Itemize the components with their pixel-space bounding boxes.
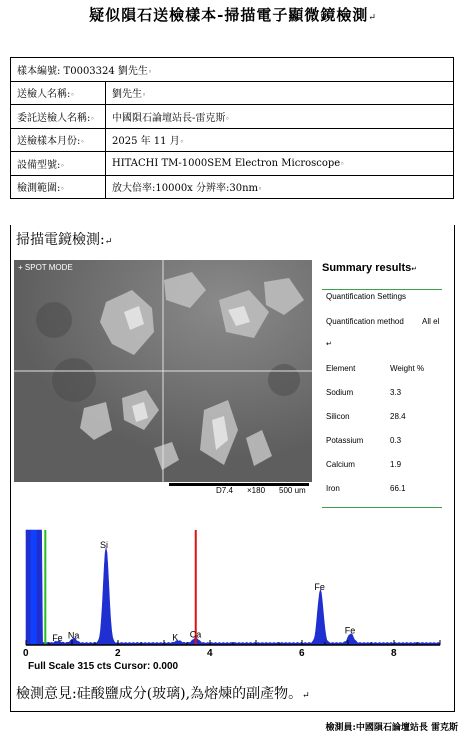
table-row [11, 152, 454, 176]
range-label: 檢測範圍:◦ [11, 175, 106, 199]
element-weight: 1.9 [390, 460, 402, 469]
footer-inspector: 檢測員:中國隕石論壇站長 雷克斯 [325, 723, 458, 733]
table-row [11, 128, 454, 152]
submitter-value: 劉先生◦ [106, 81, 454, 105]
x-tick-label: 0 [23, 648, 29, 659]
agent-value: 中國隕石論壇站長-雷克斯◦ [106, 105, 454, 129]
table-row [11, 58, 454, 82]
spectrum-area [26, 530, 440, 645]
document-title [0, 4, 466, 25]
x-tick-label: 4 [207, 648, 213, 659]
date-value: 2025 年 11 月◦ [106, 128, 454, 152]
x-tick-label: 2 [115, 648, 121, 659]
peak-label: K [172, 632, 179, 643]
peak-label: Si [100, 539, 109, 550]
sem-heading: 掃描電鏡檢測:↵ [16, 232, 113, 248]
table-row [11, 81, 454, 105]
paragraph-mark: ↵ [326, 341, 332, 348]
element-name: Sodium [326, 388, 354, 397]
scale-bar [14, 482, 312, 496]
x-tick-label: 8 [391, 648, 397, 659]
title-text: 疑似隕石送檢樣本-掃描電子顯微鏡檢測 [89, 6, 369, 24]
element-weight: 28.4 [390, 412, 406, 421]
spot-mode-label: + SPOT MODE [18, 263, 73, 272]
summary-title: Summary results↵ [322, 262, 418, 274]
table-row [11, 175, 454, 199]
peak-label: Fe [52, 632, 63, 643]
summary-method-value: All el [422, 317, 440, 326]
col-element: Element [326, 364, 356, 373]
agent-label: 委託送檢人名稱:◦ [11, 105, 106, 129]
device-label: 設備型號:◦ [11, 152, 106, 176]
low-energy-bar [31, 530, 37, 645]
col-weight: Weight % [390, 364, 425, 373]
element-weight: 0.3 [390, 436, 402, 445]
summary-rule [322, 507, 442, 508]
sem-micrograph [14, 260, 312, 482]
x-tick-label: 6 [299, 648, 305, 659]
element-name: Potassium [326, 436, 364, 445]
device-value: HITACHI TM-1000SEM Electron Microscope◦ [106, 152, 454, 176]
paragraph-mark: ↵ [368, 13, 377, 23]
peak-label: Na [67, 630, 80, 641]
spectrum-footer: Full Scale 315 cts Cursor: 0.000 [28, 661, 179, 672]
scale-length: 500 um [279, 486, 306, 495]
element-weight: 3.3 [390, 388, 402, 397]
conclusion-text: 檢測意見:硅酸鹽成分(玻璃),為熔煉的副產物。↵ [16, 686, 310, 702]
peak-label: Ca [189, 629, 202, 640]
element-name: Iron [326, 484, 340, 493]
sem-image [14, 260, 312, 496]
element-name: Silicon [326, 412, 350, 421]
summary-settings: Quantification Settings [326, 292, 407, 301]
sample-info-table [10, 57, 454, 199]
scale-code: D7.4 [216, 486, 233, 495]
summary-rule [322, 289, 442, 290]
element-name: Calcium [326, 460, 355, 469]
eds-spectrum-chart [22, 528, 443, 673]
summary-method-label: Quantification method [326, 317, 404, 326]
submitter-label: 送檢人名稱:◦ [11, 81, 106, 105]
table-row [11, 105, 454, 129]
range-value: 放大倍率:10000x 分辨率:30nm◦ [106, 175, 454, 199]
peak-label: Fe [344, 625, 356, 636]
sample-number-cell: 樣本編號: T0003324 劉先生◦ [11, 58, 454, 82]
eds-spectrum-svg [22, 528, 443, 673]
peak-label: Fe [314, 581, 325, 592]
date-label: 送檢樣本月份:◦ [11, 128, 106, 152]
element-weight: 66.1 [390, 484, 406, 493]
scale-magnification: ×180 [247, 486, 266, 495]
